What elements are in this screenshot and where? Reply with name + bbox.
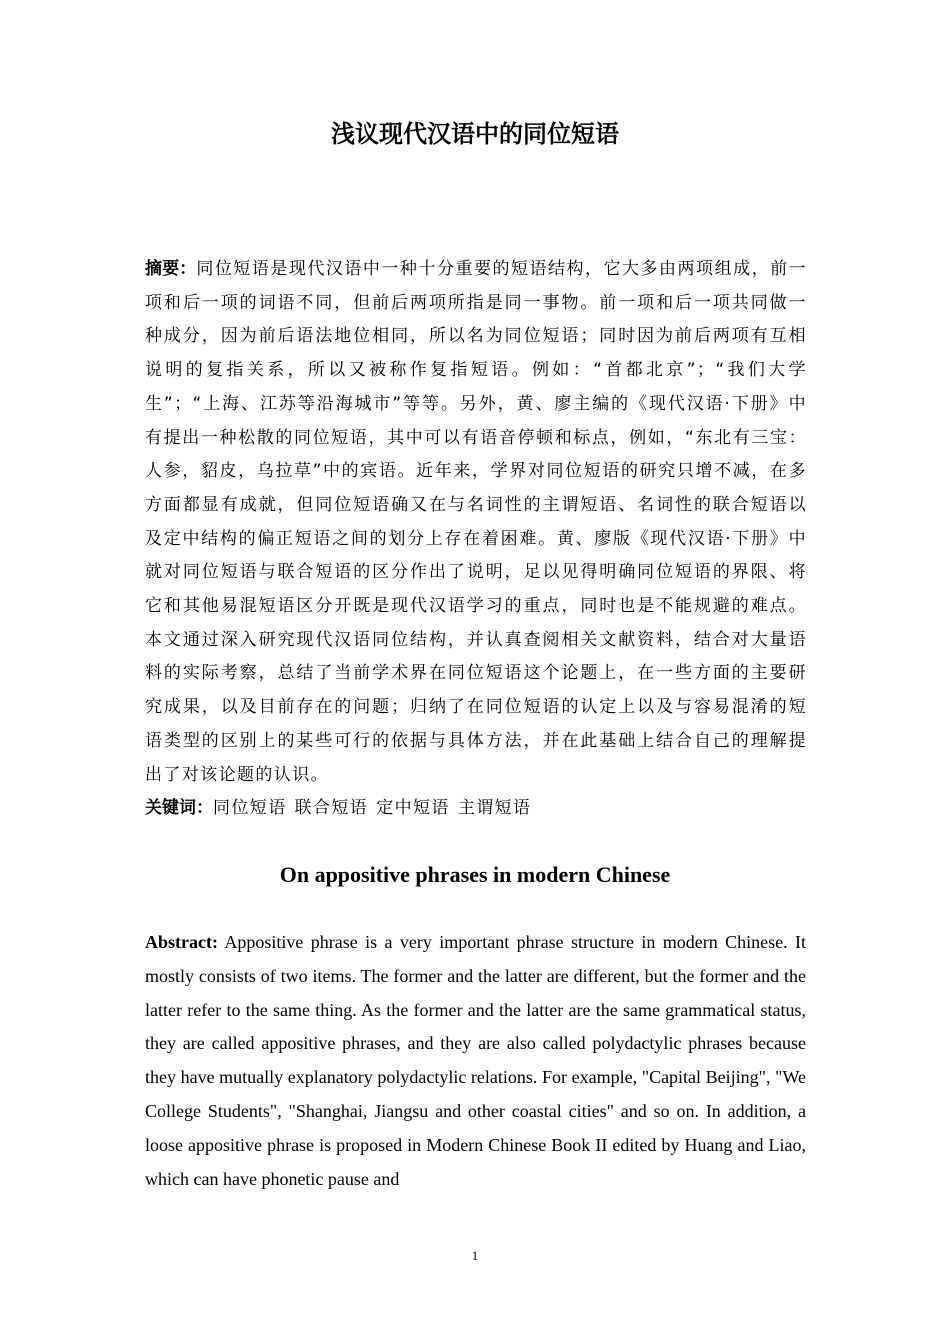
keyword: 定中短语 <box>376 798 450 818</box>
chinese-abstract-text: 同位短语是现代汉语中一种十分重要的短语结构，它大多由两项组成，前一项和后一项的词语不同，但前后两项所指是同一事物。前一项和后一项共同做一种成分，因为前后语法地位相同，所以名为同位短语；同时因为前后两项有互相说明的复指关系，所以又被称作复指短语。例如：“首都北京”；“我们大学生”；“上海、江苏等沿海城市”等等。另外，黄、廖主编的《现代汉语·下册》中有提出一种松散的同位短语，其中可以有语音停顿和标点，例如，“东北有三宝：人参，貂皮，乌拉草”中的宾语。近年来，学界对同位短语的研究只增不减，在多方面都显有成就，但同位短语确又在与名词性的主谓短语、名词性的联合短语以及定中结构的偏正短语之间的划分上存在着困难。黄、廖版《现代汉语·下册》中就对同位短语与联合短语的区分作出了说明，足以见得明确同位短语的界限、将它和其他易混短语区分开既是现代汉语学习的重点，同时也是不能规避的难点。本文通过深入研究现代汉语同位结构，并认真查阅相关文献资料，结合对大量语料的实际考察，总结了当前学术界在同位短语这个论题上，在一些方面的主要研究成果，以及目前存在的问题；归纳了在同位短语的认定上以及与容易混淆的短语类型的区别上的某些可行的依据与具体方法，并在此基础上结合自己的理解提出了对该论题的认识。 <box>145 259 807 785</box>
chinese-keywords <box>145 791 807 825</box>
chinese-keywords-label: 关键词： <box>145 798 213 818</box>
chinese-abstract <box>145 253 807 792</box>
chinese-abstract-label: 摘要： <box>145 259 197 279</box>
chinese-title: 浅议现代汉语中的同位短语 <box>331 120 619 148</box>
english-abstract-label: Abstract: <box>145 932 218 952</box>
keyword: 主谓短语 <box>457 798 532 818</box>
english-abstract-text: Appositive phrase is a very important phrase structure in modern Chinese. It mostly consists of two items. The former and the latter are different, but the former and the latter refer to the same thing. As the former and the latter are the same grammatical status, they are called appositive phrases, and they are also called polydactylic phrases because they have mutually explanatory polydactylic relations. For example, "Capital Beijing", "We College Students", "Shanghai, Jiangsu and other coastal cities" and so on. In addition, a loose appositive phrase is proposed in Modern Chinese Book II edited by Huang and Liao, which can have phonetic pause and <box>145 932 806 1189</box>
english-title: On appositive phrases in modern Chinese <box>279 862 671 887</box>
page-number: 1 <box>471 1248 479 1263</box>
keyword: 联合短语 <box>294 798 369 818</box>
english-abstract <box>145 926 806 1196</box>
keyword: 同位短语 <box>213 798 287 818</box>
